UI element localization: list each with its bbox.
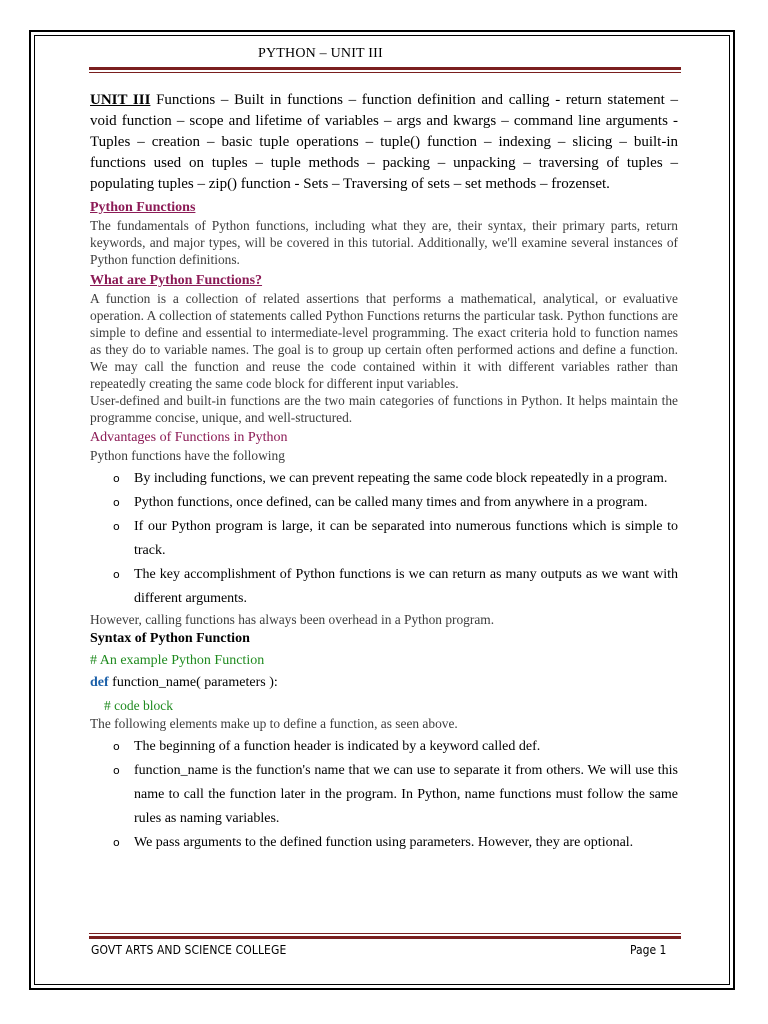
what-are-functions-heading: What are Python Functions?: [90, 273, 263, 288]
list-item: o The key accomplishment of Python functions is we can return as many outputs as we want with different arguments.: [134, 563, 678, 611]
footer-rule: [89, 933, 681, 939]
def-keyword: def: [90, 675, 109, 690]
what-are-functions-paragraph-1: A function is a collection of related assertions that performs a mathematical, analytical, or evaluative operation. A collection of statements called Python Functions returns the particular task. Python functions are simple to define and essential to intermediate-level programming. The exact criteria hold to function names as they do to variable names. The goal is to group up certain often performed actions and define a function. We may call the function and reuse the code contained within it with different variables rather than repeatedly creating the same code block for different input variables.: [90, 291, 678, 391]
header-rule: [89, 67, 681, 73]
code-comment-block: # code block: [104, 698, 173, 713]
code-def-line: [90, 672, 678, 694]
unit-overview: [90, 90, 678, 195]
page-header-title: PYTHON – UNIT III: [258, 46, 383, 61]
syntax-heading: Syntax of Python Function: [90, 631, 250, 646]
footer-page-number: Page 1: [630, 943, 667, 957]
what-are-functions-paragraph-2: User-defined and built-in functions are the two main categories of functions in Python. It helps maintain the programme concise, unique, and well-structured.: [90, 393, 678, 425]
unit-label: UNIT III: [90, 92, 151, 108]
list-item: o function_name is the function's name that we can use to separate it from others. We will use this name to call the function later in the program. In Python, name functions must follow the same rules as naming variables.: [134, 759, 678, 831]
advantages-heading: Advantages of Functions in Python: [90, 430, 288, 445]
list-item: o The beginning of a function header is indicated by a keyword called def.: [134, 735, 678, 759]
advantages-list: [90, 467, 678, 611]
list-item: o We pass arguments to the defined function using parameters. However, they are optional.: [134, 831, 678, 855]
list-item: o By including functions, we can prevent repeating the same code block repeatedly in a program.: [134, 467, 678, 491]
list-item: o Python functions, once defined, can be called many times and from anywhere in a program.: [134, 491, 678, 515]
page-content: [90, 90, 678, 855]
list-item: o If our Python program is large, it can be separated into numerous functions which is simple to track.: [134, 515, 678, 563]
python-functions-heading: Python Functions: [90, 200, 196, 215]
syntax-elements-list: [90, 735, 678, 855]
code-comment-example: # An example Python Function: [90, 653, 265, 668]
advantages-outro: However, calling functions has always been overhead in a Python program.: [90, 612, 495, 627]
def-signature: function_name( parameters ):: [108, 675, 278, 690]
advantages-intro: Python functions have the following: [90, 448, 285, 463]
footer-college: GOVT ARTS AND SCIENCE COLLEGE: [91, 943, 287, 957]
python-functions-paragraph: The fundamentals of Python functions, including what they are, their syntax, their primary parts, return keywords, and major types, will be covered in this tutorial. Additionally, we'll examine several instances of Python function definitions.: [90, 218, 678, 267]
unit-topics: Functions – Built in functions – function definition and calling - return statement – void function – scope and lifetime of variables – args and kwargs – command line arguments - Tuples – creation – basic tuple operations – tuple() function – indexing – slicing – built-in functions used on tuples – tuple methods – packing – unpacking – traversing of tuples – populating tuples – zip() function - Sets – Traversing of sets – set methods – frozenset.: [90, 92, 679, 192]
syntax-intro: The following elements make up to define a function, as seen above.: [90, 716, 458, 731]
